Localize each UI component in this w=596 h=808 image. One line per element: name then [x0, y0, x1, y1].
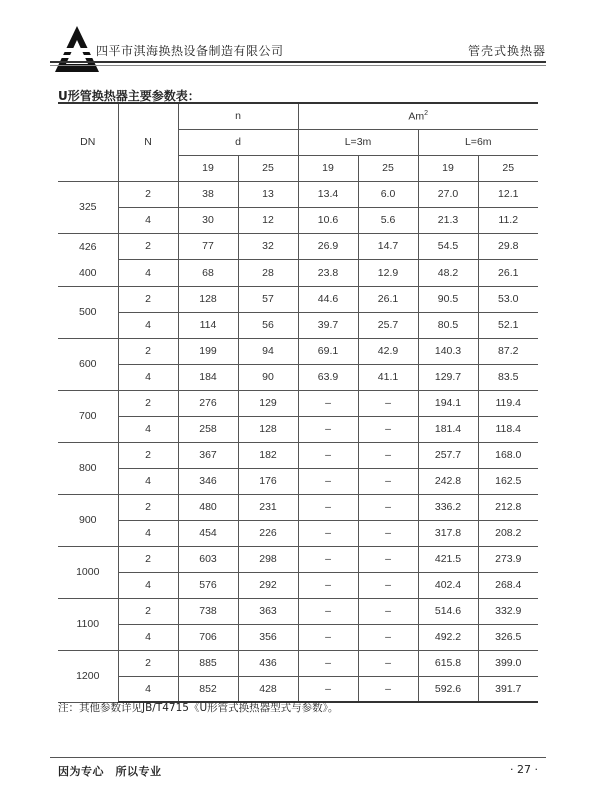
- value-cell: 57: [238, 286, 298, 312]
- value-cell: 27.0: [418, 181, 478, 207]
- table-row: [58, 520, 538, 546]
- passes-cell: 2: [118, 442, 178, 468]
- value-cell: 26.1: [478, 260, 538, 287]
- passes-cell: 2: [118, 390, 178, 416]
- value-cell: 346: [178, 468, 238, 494]
- table-row: [58, 468, 538, 494]
- value-cell: 391.7: [478, 676, 538, 702]
- table-row: [58, 546, 538, 572]
- value-cell: 53.0: [478, 286, 538, 312]
- dn-cell: [58, 233, 118, 286]
- value-cell: –: [358, 598, 418, 624]
- value-cell: –: [358, 572, 418, 598]
- value-cell: 226: [238, 520, 298, 546]
- value-cell: 336.2: [418, 494, 478, 520]
- value-cell: 80.5: [418, 312, 478, 338]
- value-cell: 268.4: [478, 572, 538, 598]
- header-divider-thin: [50, 65, 546, 66]
- value-cell: 436: [238, 650, 298, 676]
- value-cell: 29.8: [478, 233, 538, 260]
- value-cell: 356: [238, 624, 298, 650]
- dn-cell: 1100: [58, 598, 118, 650]
- value-cell: –: [298, 572, 358, 598]
- value-cell: 10.6: [298, 207, 358, 233]
- value-cell: 128: [238, 416, 298, 442]
- value-cell: 87.2: [478, 338, 538, 364]
- value-cell: 184: [178, 364, 238, 390]
- value-cell: 23.8: [298, 260, 358, 287]
- passes-cell: 2: [118, 338, 178, 364]
- value-cell: 194.1: [418, 390, 478, 416]
- value-cell: 292: [238, 572, 298, 598]
- value-cell: 12.9: [358, 260, 418, 287]
- value-cell: 576: [178, 572, 238, 598]
- table-row: [58, 598, 538, 624]
- value-cell: 41.1: [358, 364, 418, 390]
- dn-value: 400: [78, 266, 97, 279]
- passes-cell: 4: [118, 624, 178, 650]
- value-cell: –: [358, 468, 418, 494]
- header-l3: L=3m: [298, 129, 418, 155]
- value-cell: 706: [178, 624, 238, 650]
- table-row: [58, 650, 538, 676]
- value-cell: 273.9: [478, 546, 538, 572]
- table-row: [58, 390, 538, 416]
- value-cell: 21.3: [418, 207, 478, 233]
- value-cell: 852: [178, 676, 238, 702]
- header-l6: L=6m: [418, 129, 538, 155]
- value-cell: 26.9: [298, 233, 358, 260]
- header-d-value: 19: [298, 155, 358, 181]
- value-cell: 140.3: [418, 338, 478, 364]
- table-row: [58, 207, 538, 233]
- value-cell: 26.1: [358, 286, 418, 312]
- value-cell: 592.6: [418, 676, 478, 702]
- header-n: n: [178, 103, 298, 129]
- passes-cell: 2: [118, 598, 178, 624]
- value-cell: 28: [238, 260, 298, 287]
- dn-cell: 1200: [58, 650, 118, 702]
- value-cell: 13: [238, 181, 298, 207]
- value-cell: –: [298, 468, 358, 494]
- value-cell: 332.9: [478, 598, 538, 624]
- passes-cell: 2: [118, 650, 178, 676]
- value-cell: –: [298, 546, 358, 572]
- passes-cell: 2: [118, 546, 178, 572]
- value-cell: 11.2: [478, 207, 538, 233]
- value-cell: 399.0: [478, 650, 538, 676]
- passes-cell: 4: [118, 312, 178, 338]
- value-cell: 182: [238, 442, 298, 468]
- header-d-value: 19: [418, 155, 478, 181]
- value-cell: 13.4: [298, 181, 358, 207]
- value-cell: 454: [178, 520, 238, 546]
- value-cell: 114: [178, 312, 238, 338]
- table-row: [58, 624, 538, 650]
- value-cell: 421.5: [418, 546, 478, 572]
- passes-cell: 4: [118, 207, 178, 233]
- value-cell: 12.1: [478, 181, 538, 207]
- passes-cell: 2: [118, 181, 178, 207]
- header-d-value: 19: [178, 155, 238, 181]
- table-row: [58, 416, 538, 442]
- value-cell: 128: [178, 286, 238, 312]
- passes-cell: 2: [118, 233, 178, 260]
- header-d-value: 25: [358, 155, 418, 181]
- value-cell: 363: [238, 598, 298, 624]
- value-cell: 231: [238, 494, 298, 520]
- table-row: [58, 286, 538, 312]
- table-row: [58, 572, 538, 598]
- value-cell: –: [358, 624, 418, 650]
- table-row: [58, 233, 538, 260]
- passes-cell: 2: [118, 286, 178, 312]
- table-body: [58, 181, 538, 702]
- table-row: [58, 364, 538, 390]
- value-cell: 603: [178, 546, 238, 572]
- value-cell: 25.7: [358, 312, 418, 338]
- header-d-value: 25: [238, 155, 298, 181]
- logo-triangle-icon: [52, 24, 102, 74]
- value-cell: 5.6: [358, 207, 418, 233]
- value-cell: 326.5: [478, 624, 538, 650]
- header-N: N: [118, 103, 178, 181]
- header-area: Am$^2$: [298, 103, 538, 129]
- value-cell: 56: [238, 312, 298, 338]
- value-cell: 176: [238, 468, 298, 494]
- value-cell: 44.6: [298, 286, 358, 312]
- value-cell: –: [298, 442, 358, 468]
- passes-cell: 4: [118, 572, 178, 598]
- value-cell: 129.7: [418, 364, 478, 390]
- passes-cell: 4: [118, 468, 178, 494]
- table-row: [58, 338, 538, 364]
- value-cell: 402.4: [418, 572, 478, 598]
- passes-cell: 4: [118, 364, 178, 390]
- header-divider: [50, 61, 546, 63]
- value-cell: 212.8: [478, 494, 538, 520]
- table-row: [58, 260, 538, 287]
- page-number: · 27 ·: [510, 763, 538, 776]
- value-cell: 129: [238, 390, 298, 416]
- value-cell: 258: [178, 416, 238, 442]
- passes-cell: 4: [118, 260, 178, 287]
- value-cell: 118.4: [478, 416, 538, 442]
- value-cell: 48.2: [418, 260, 478, 287]
- header-dn: DN: [58, 103, 118, 181]
- value-cell: –: [298, 676, 358, 702]
- value-cell: 514.6: [418, 598, 478, 624]
- value-cell: 492.2: [418, 624, 478, 650]
- header-d: d: [178, 129, 298, 155]
- value-cell: 480: [178, 494, 238, 520]
- header-d-value: 25: [478, 155, 538, 181]
- dn-cell: 600: [58, 338, 118, 390]
- value-cell: –: [298, 598, 358, 624]
- value-cell: 90: [238, 364, 298, 390]
- value-cell: 257.7: [418, 442, 478, 468]
- value-cell: 69.1: [298, 338, 358, 364]
- value-cell: 298: [238, 546, 298, 572]
- value-cell: 738: [178, 598, 238, 624]
- dn-cell: 900: [58, 494, 118, 546]
- value-cell: 38: [178, 181, 238, 207]
- footer-divider: [50, 757, 546, 758]
- value-cell: –: [358, 442, 418, 468]
- page-header: [0, 0, 596, 78]
- table-row: [58, 312, 538, 338]
- dn-cell: 800: [58, 442, 118, 494]
- value-cell: –: [358, 390, 418, 416]
- value-cell: 77: [178, 233, 238, 260]
- dn-cell: 700: [58, 390, 118, 442]
- value-cell: 885: [178, 650, 238, 676]
- value-cell: –: [298, 520, 358, 546]
- footnote: 注：其他参数详见JB/T4715《U形管式换热器型式与参数》。: [58, 702, 339, 714]
- passes-cell: 4: [118, 520, 178, 546]
- value-cell: 94: [238, 338, 298, 364]
- value-cell: –: [298, 624, 358, 650]
- value-cell: –: [298, 650, 358, 676]
- value-cell: 199: [178, 338, 238, 364]
- value-cell: 68: [178, 260, 238, 287]
- value-cell: –: [298, 390, 358, 416]
- value-cell: 39.7: [298, 312, 358, 338]
- footer-slogan: 因为专心 所以专业: [58, 765, 162, 778]
- table-row: [58, 442, 538, 468]
- table-row: [58, 494, 538, 520]
- value-cell: 52.1: [478, 312, 538, 338]
- dn-cell: 500: [58, 286, 118, 338]
- passes-cell: 4: [118, 676, 178, 702]
- value-cell: 119.4: [478, 390, 538, 416]
- value-cell: –: [358, 494, 418, 520]
- value-cell: 181.4: [418, 416, 478, 442]
- table-row: [58, 181, 538, 207]
- value-cell: –: [358, 546, 418, 572]
- value-cell: 14.7: [358, 233, 418, 260]
- value-cell: 12: [238, 207, 298, 233]
- value-cell: 208.2: [478, 520, 538, 546]
- value-cell: 168.0: [478, 442, 538, 468]
- value-cell: 317.8: [418, 520, 478, 546]
- passes-cell: 2: [118, 494, 178, 520]
- passes-cell: 4: [118, 416, 178, 442]
- value-cell: –: [358, 676, 418, 702]
- dn-value: 426: [78, 240, 97, 253]
- parameter-table: [58, 102, 538, 703]
- value-cell: 83.5: [478, 364, 538, 390]
- value-cell: 54.5: [418, 233, 478, 260]
- value-cell: 42.9: [358, 338, 418, 364]
- value-cell: 90.5: [418, 286, 478, 312]
- value-cell: 242.8: [418, 468, 478, 494]
- value-cell: 615.8: [418, 650, 478, 676]
- value-cell: 30: [178, 207, 238, 233]
- dn-cell: 1000: [58, 546, 118, 598]
- dn-cell: 325: [58, 181, 118, 233]
- value-cell: 32: [238, 233, 298, 260]
- table-row: [58, 676, 538, 702]
- value-cell: –: [358, 650, 418, 676]
- value-cell: –: [358, 520, 418, 546]
- section-title: U形管换热器主要参数表：: [58, 89, 200, 103]
- value-cell: 162.5: [478, 468, 538, 494]
- value-cell: 428: [238, 676, 298, 702]
- value-cell: 6.0: [358, 181, 418, 207]
- value-cell: –: [358, 416, 418, 442]
- value-cell: 63.9: [298, 364, 358, 390]
- value-cell: 276: [178, 390, 238, 416]
- value-cell: –: [298, 416, 358, 442]
- product-category: 管壳式换热器: [467, 44, 546, 58]
- value-cell: –: [298, 494, 358, 520]
- company-name: 四平市淇海换热设备制造有限公司: [96, 44, 284, 58]
- value-cell: 367: [178, 442, 238, 468]
